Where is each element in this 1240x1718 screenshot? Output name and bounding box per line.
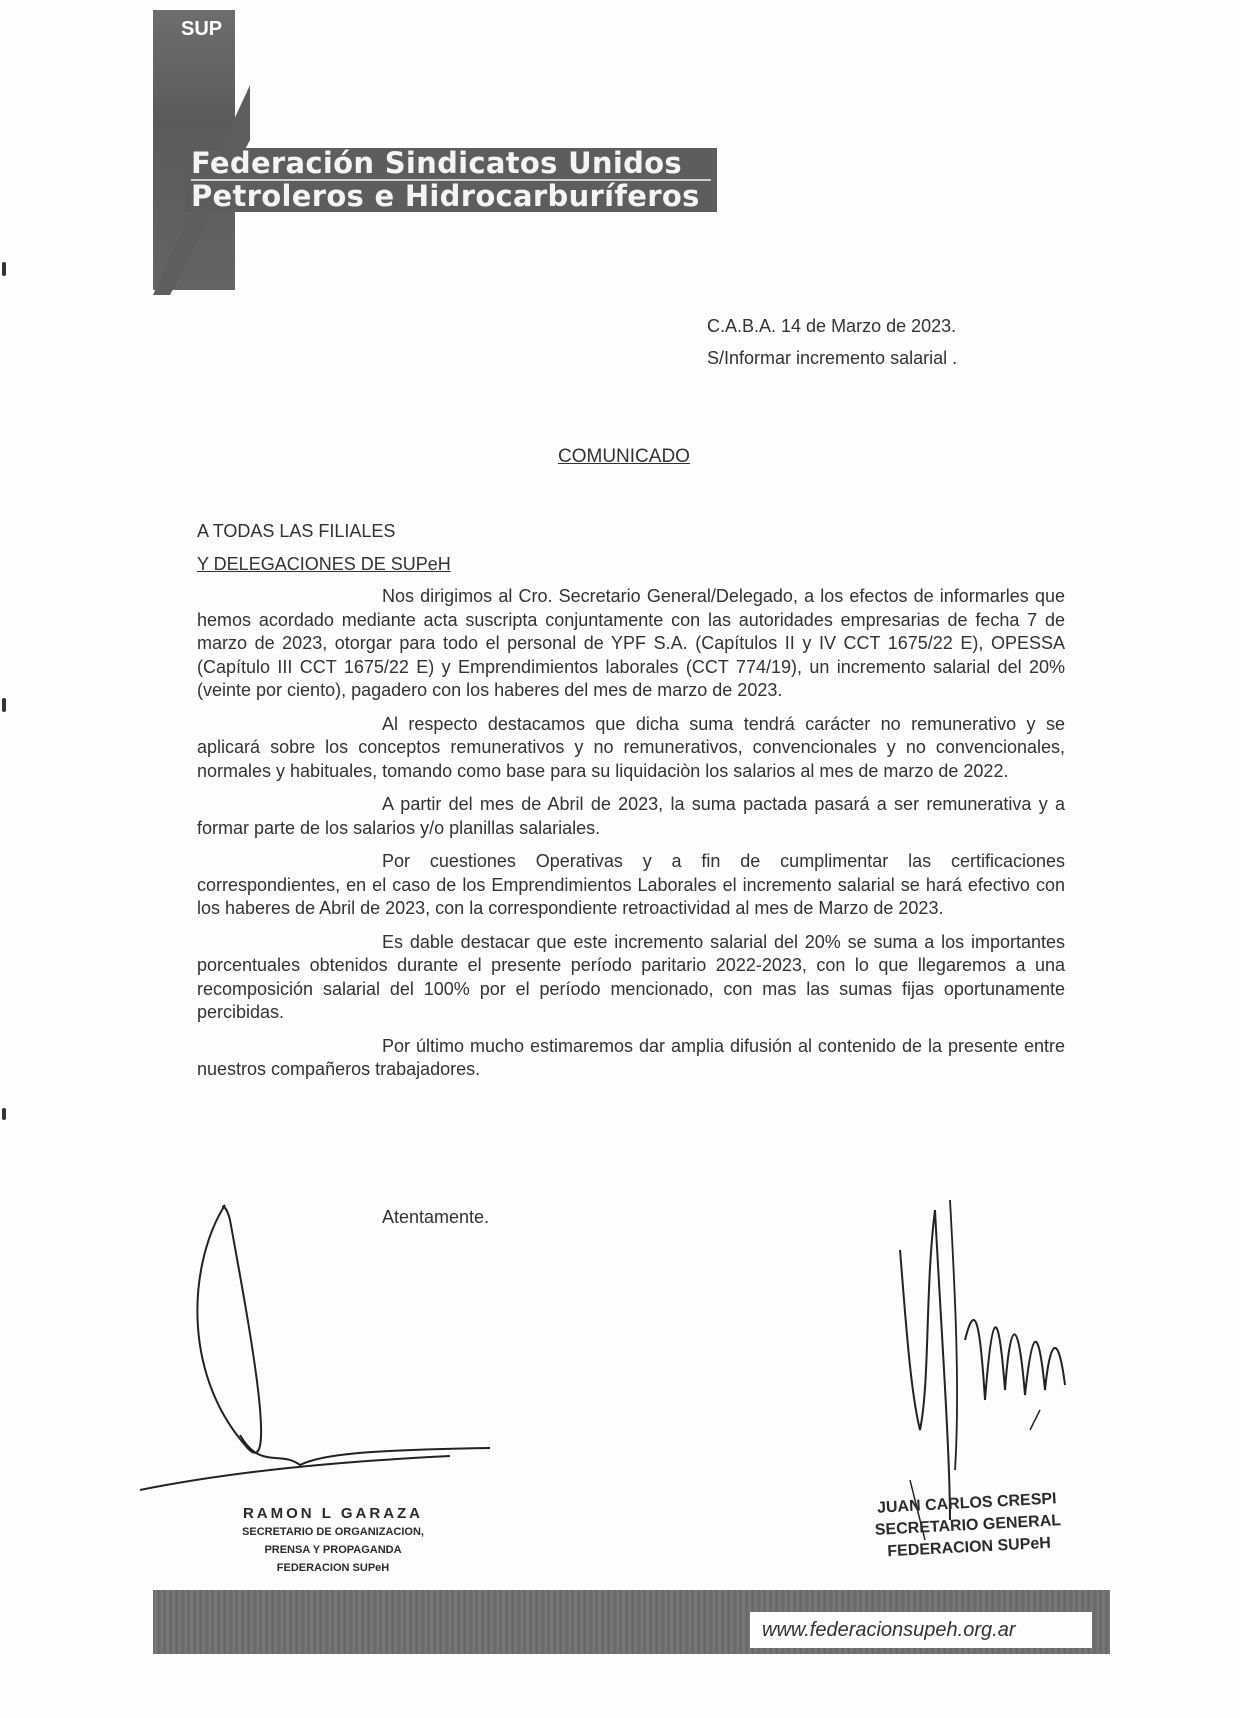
body-paragraph-6: Por último mucho estimaremos dar amplia difusión al contenido de la presente entre nuestros compañeros trabajadores. — [197, 1035, 1065, 1079]
signatory-right-name: JUAN CARLOS CRESPI — [876, 1490, 1057, 1517]
signatory-left-block — [218, 1505, 448, 1577]
recipients-line2: Y DELEGACIONES DE SUPeH — [197, 554, 451, 574]
logo-letters: SUP — [181, 18, 223, 40]
signatory-left-title2: PRENSA Y PROPAGANDA — [264, 1544, 402, 1556]
letter-title: COMUNICADO — [558, 446, 690, 467]
scan-mark — [2, 262, 6, 276]
signatory-left-name: RAMON L GARAZA — [242, 1505, 424, 1522]
signatory-right-title: SECRETARIO GENERAL — [874, 1512, 1062, 1539]
body-paragraph-3: A partir del mes de Abril de 2023, la suma pactada pasará a ser remunerativa y a formar parte de los salarios y/o planillas salariales. — [197, 794, 1065, 838]
org-name-banner — [185, 148, 717, 212]
body-paragraph-1: Nos dirigimos al Cro. Secretario General/Delegado, a los efectos de informarles que hemos acordado mediante acta suscripta conjuntamente con las autoridades empresarias de fecha 7 de marzo de 2023, otorgar para todo el personal de YPF S.A. (Capítulos II y IV CCT 1675/22 E), OPESSA (Capítulo III CCT 1675/22 E) y Emprendimientos laborales (CCT 774/19), un incremento salarial del 20%(veinte por ciento), pagadero con los haberes del mes de marzo de 2023. — [197, 586, 1065, 700]
recipients-line1: A TODAS LAS FILIALES — [197, 521, 396, 541]
org-name-line2: Petroleros e Hidrocarburíferos — [191, 179, 711, 212]
body-paragraph-5: Es dable destacar que este incremento salarial del 20% se suma a los importantes porcentuales obtenidos durante el presente período paritario 2022-2023, con lo que llegaremos a una recomposición salarial del 100% por el período mencionado, con mas las sumas fijas oportunamente percibidas. — [197, 931, 1065, 1022]
signatory-left-org: FEDERACION SUPeH — [276, 1562, 390, 1574]
signatory-right-org: FEDERACION SUPeH — [886, 1534, 1052, 1561]
footer-url: www.federacionsupeh.org.ar — [750, 1612, 1092, 1648]
scan-mark — [2, 1108, 6, 1120]
date-subject-block — [707, 310, 957, 374]
body-paragraph-2: Al respecto destacamos que dicha suma tendrá carácter no remunerativo y se aplicará sobre los conceptos remunerativos y no remunerativos, convencionales y no convencionales, normales y habituales, tomando como base para su liquidaciòn los salarios al mes de marzo de 2022. — [197, 713, 1065, 781]
signature-left — [130, 1200, 500, 1510]
letter-body — [197, 585, 1065, 1092]
recipients-block — [197, 515, 451, 581]
org-name-line1: Federación Sindicatos Unidos — [191, 146, 682, 180]
signatory-left-title1: SECRETARIO DE ORGANIZACION, — [242, 1526, 424, 1538]
signatory-right-block — [856, 1487, 1079, 1564]
closing-line: Atentamente. — [382, 1207, 490, 1227]
scan-mark — [2, 698, 6, 712]
letter-date: C.A.B.A. 14 de Marzo de 2023. — [707, 316, 957, 336]
letter-subject: S/Informar incremento salarial . — [707, 348, 958, 368]
body-paragraph-4: Por cuestiones Operativas y a fin de cumplimentar las certificaciones correspondientes, en el caso de los Emprendimientos Laborales el incremento salarial se hará efectivo con los haberes de Abril de 2023, con la correspondiente retroactividad al mes de Marzo de 2023. — [197, 851, 1065, 918]
